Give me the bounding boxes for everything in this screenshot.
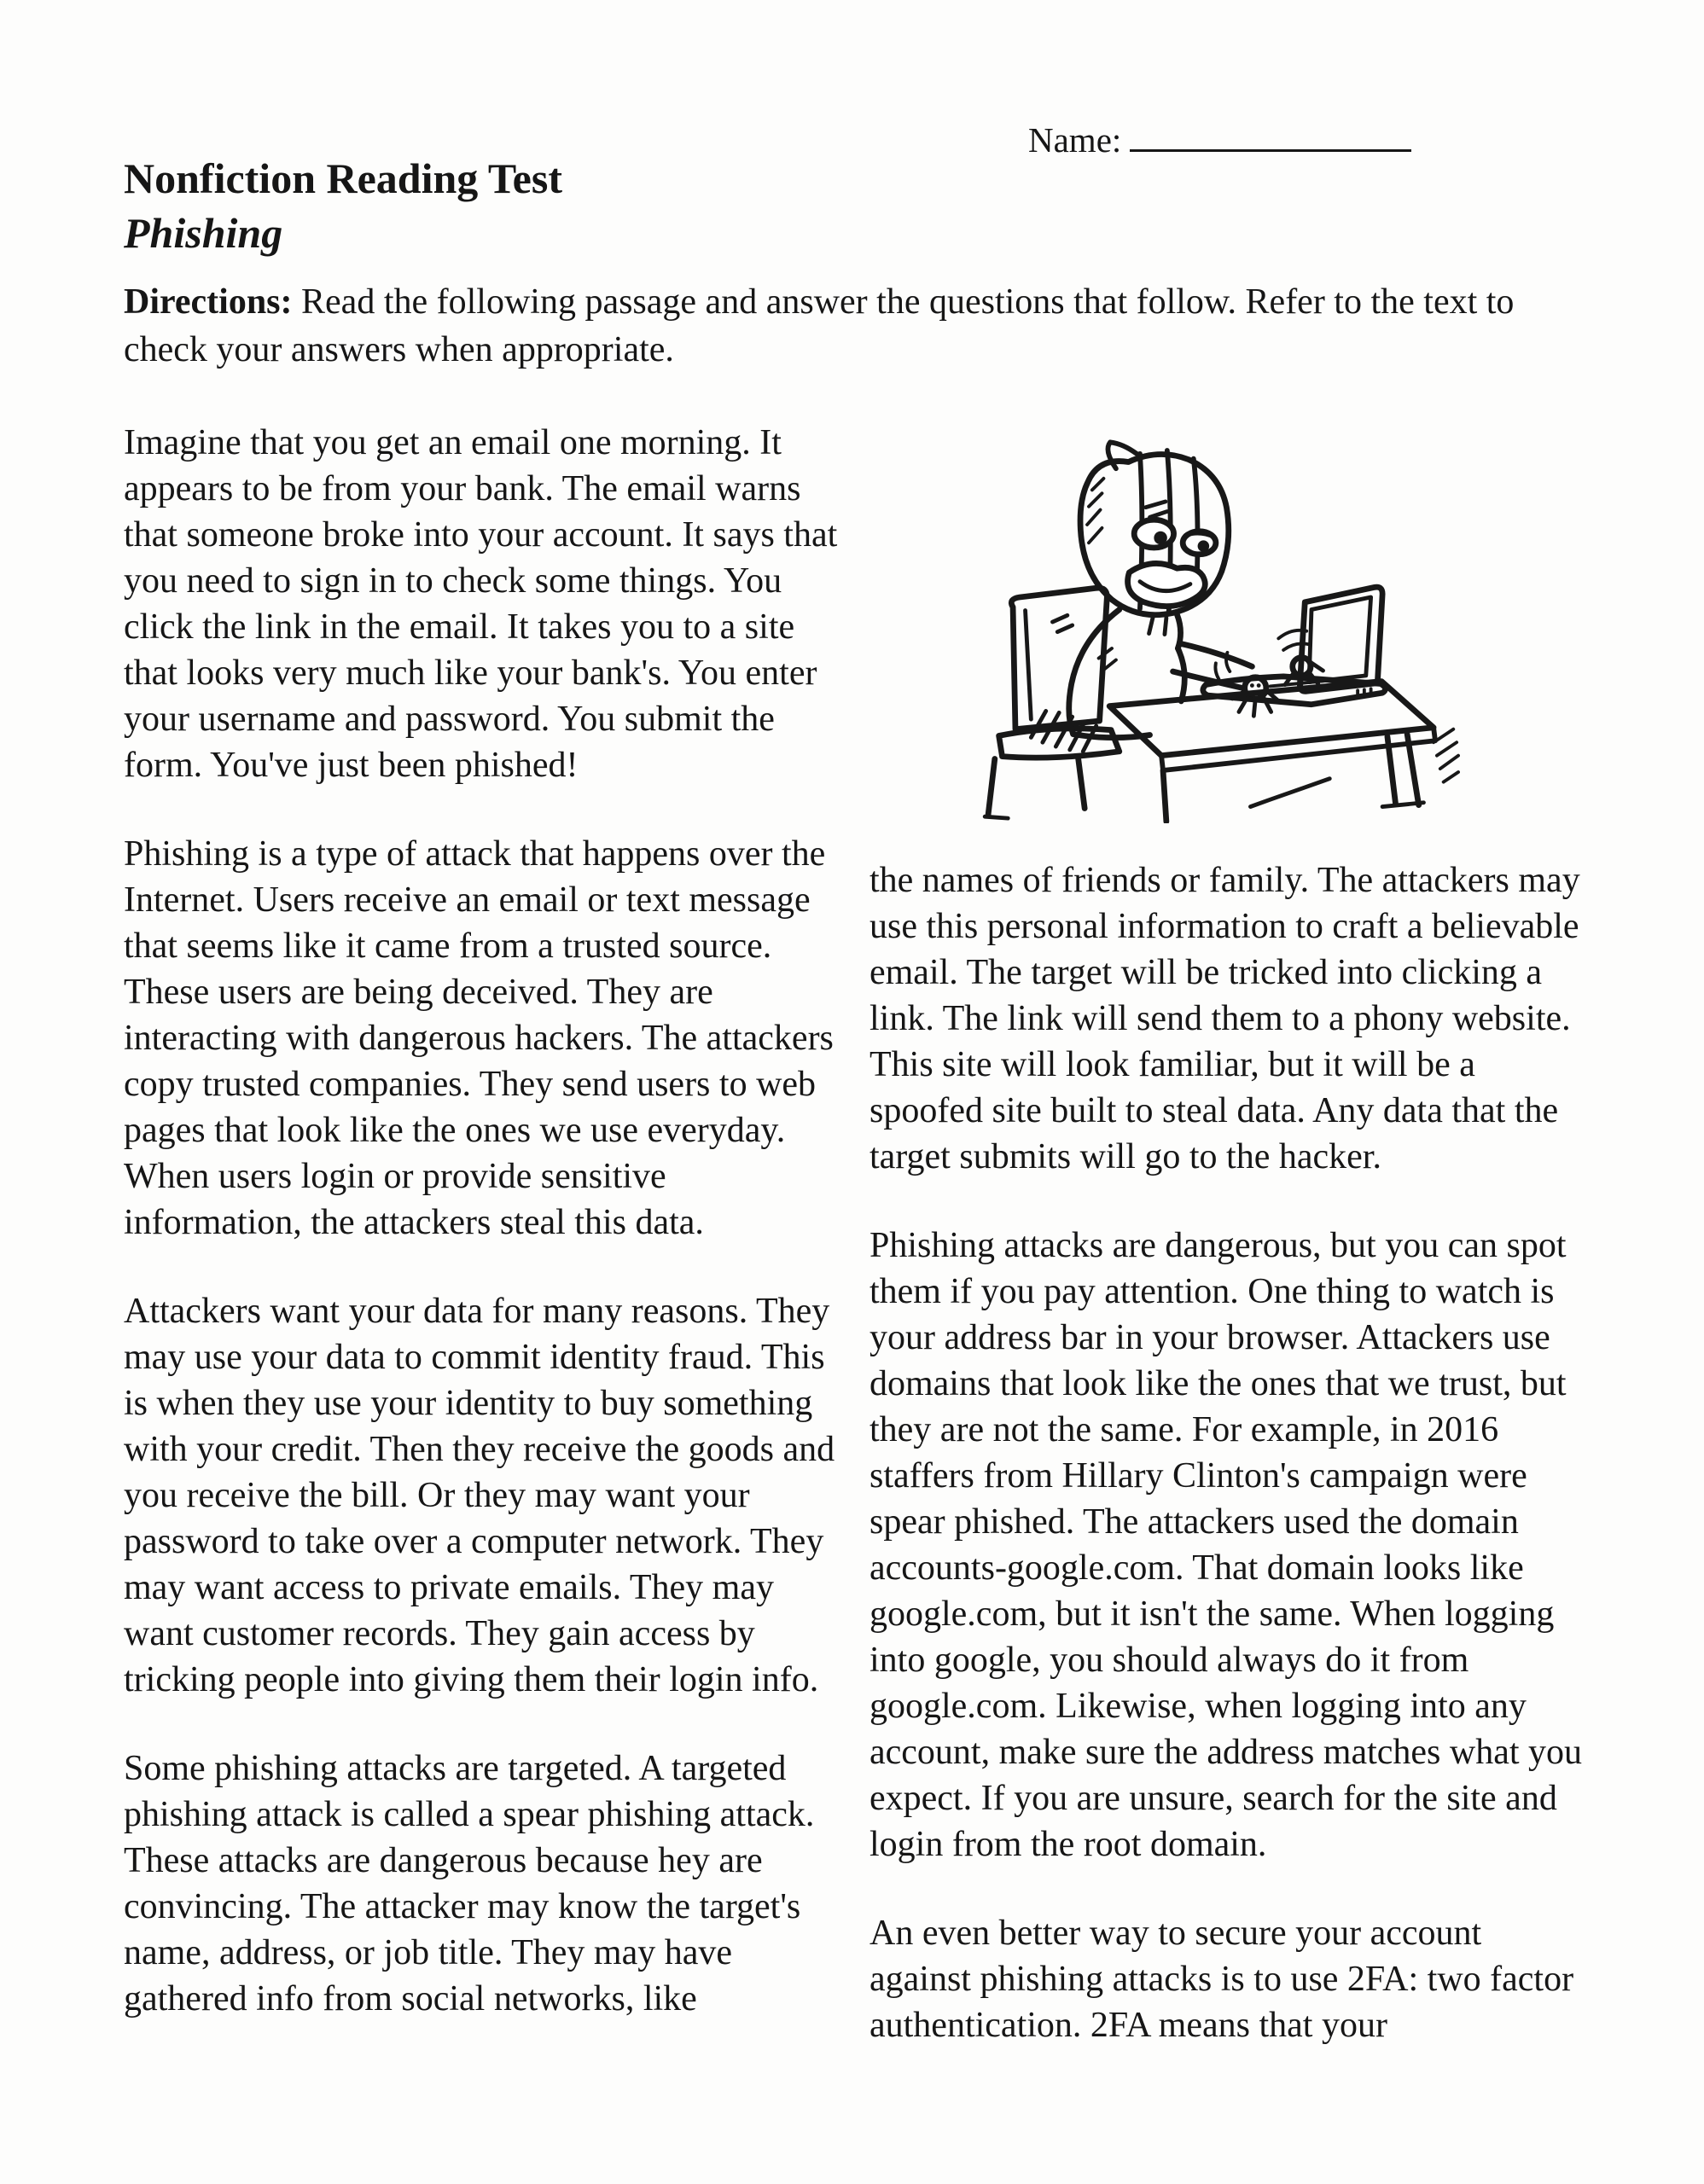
- passage-paragraph: An even better way to secure your account against phishing attacks is to use 2FA: two factor authentication. 2FA means that your: [869, 1914, 1574, 2045]
- passage-left-column: [124, 420, 846, 2048]
- passage-paragraph: Phishing attacks are dangerous, but you can spot them if you pay attention. One thing to watch is your address bar in your browser. Attackers use domains that look like the ones that we trust, but they are not the same. For example, in 2016 staffers from Hillary Clinton's campaign were spear phished. The attackers used the domain accounts-google.com. That domain looks like google.com, but it isn't the same. When logging into google, you should always do it from google.com. Likewise, when logging into any account, make sure the address matches what you expect. If you are unsure, search for the site and login from the root domain.: [869, 1226, 1583, 1864]
- passage-right-column: [869, 420, 1591, 2048]
- passage-paragraph: Imagine that you get an email one morning. It appears to be from your bank. The email warns that someone broke into your account. It says that you need to sign in to check some things. You click the link in the email. It takes you to a site that looks very much like your bank's. You enter your username and password. You submit the form. You've just been phished!: [124, 423, 838, 785]
- passage-paragraph: the names of friends or family. The attackers may use this personal information to craft a believable email. The target will be tricked into clicking a link. The link will send them to a phony website. This site will look familiar, but it will be a spoofed site built to steal data. Any data that the target submits will go to the hacker.: [869, 861, 1580, 1176]
- passage-columns: [124, 420, 1591, 2048]
- name-label: Name:: [1028, 120, 1122, 160]
- name-blank-line: [1130, 114, 1411, 152]
- passage-paragraph: Phishing is a type of attack that happens over the Internet. Users receive an email or text message that seems like it came from a trusted source. These users are being deceived. They are interacting with dangerous hackers. The attackers copy trusted companies. They send users to web pages that look like the ones we use everyday. When users login or provide sensitive information, the attackers steal this data.: [124, 834, 834, 1242]
- passage-paragraph: Attackers want your data for many reasons. They may use your data to commit identity fraud. This is when they use your identity to buy something with your credit. Then they receive the goods and you receive the bill. Or they may want your password to take over a computer network. They may want access to private emails. They may want customer records. They gain access by tricking people into giving them their login info.: [124, 1292, 835, 1699]
- page-subtitle: Phishing: [124, 209, 283, 257]
- directions: [124, 278, 1574, 374]
- directions-text: Read the following passage and answer the questions that follow. Refer to the text to check your answers when appropriate.: [124, 282, 1515, 369]
- name-line: [1028, 114, 1411, 160]
- masked-hacker-laptop-illustration: [965, 423, 1460, 823]
- passage-paragraph: Some phishing attacks are targeted. A targeted phishing attack is called a spear phishing attack. These attacks are dangerous because hey are convincing. The attacker may know the target's name, address, or job title. They may have gathered info from social networks, like: [124, 1749, 815, 2018]
- page-title: Nonfiction Reading Test: [124, 154, 562, 202]
- directions-label: Directions:: [124, 282, 293, 322]
